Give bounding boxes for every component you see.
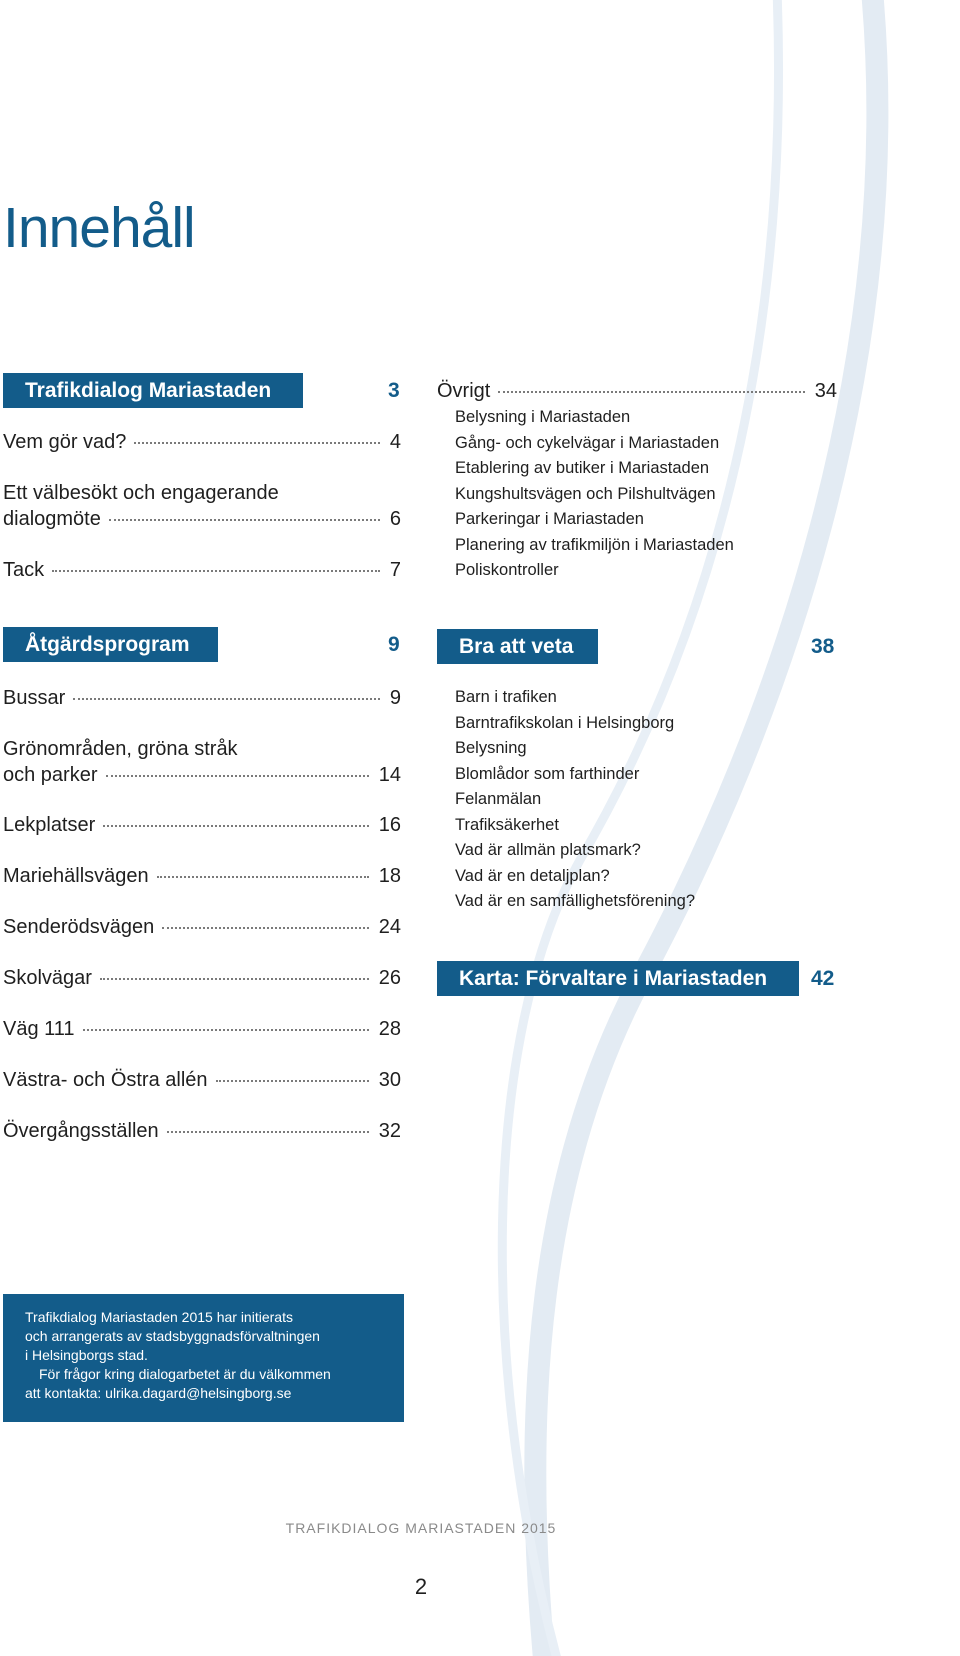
- dot-leader: [167, 1131, 369, 1133]
- info-box: [3, 1294, 404, 1422]
- toc-entry: [3, 914, 401, 940]
- toc-entry: [3, 480, 401, 532]
- toc-entry-page: 26: [378, 967, 401, 989]
- toc-entry-page: 6: [389, 508, 401, 530]
- toc-entry-label-line1: Grönområden, gröna stråk: [3, 738, 238, 760]
- toc-entry-label: Mariehällsvägen: [3, 865, 149, 887]
- list-item: Blomlådor som farthinder: [455, 764, 640, 783]
- list-item: Belysning i Mariastaden: [455, 408, 631, 426]
- section-page-bra-att-veta: 38: [811, 635, 835, 658]
- toc-entry-label: Vem gör vad?: [3, 431, 127, 453]
- dot-leader: [52, 570, 380, 572]
- toc-entry-page: 18: [378, 865, 401, 887]
- toc-entry-label: Västra- och Östra allén: [3, 1069, 208, 1091]
- info-line: att kontakta: ulrika.dagard@helsingborg.se: [25, 1385, 292, 1401]
- toc-entry-page: 14: [378, 764, 401, 786]
- toc-entry-ovrigt: [437, 378, 837, 404]
- list-item: Barntrafikskolan i Helsingborg: [455, 713, 675, 732]
- toc-entry-page: 7: [389, 559, 401, 581]
- toc-entry-page: 34: [814, 380, 837, 402]
- dot-leader: [100, 978, 369, 980]
- dot-leader: [498, 391, 804, 393]
- toc-entry-label-line1: Ett välbesökt och engagerande: [3, 482, 279, 504]
- toc-entry: [3, 863, 401, 889]
- toc-entry-label: Övergångsställen: [3, 1120, 159, 1142]
- info-line: För frågor kring dialogarbetet är du välkommen: [39, 1366, 331, 1382]
- list-item: Belysning: [455, 739, 527, 757]
- ovrigt-sublist: [455, 405, 734, 584]
- toc-entry-label: Senderödsvägen: [3, 916, 155, 938]
- list-item: Planering av trafikmiljön i Mariastaden: [455, 535, 734, 554]
- toc-entry-page: 9: [389, 687, 401, 709]
- dot-leader: [109, 519, 380, 521]
- toc-entry-page: 30: [378, 1069, 401, 1091]
- section-page-trafikdialog: 3: [388, 379, 400, 402]
- dot-leader: [73, 698, 380, 700]
- toc-entry: [3, 557, 401, 583]
- list-item: Felanmälan: [455, 790, 542, 808]
- section-title-trafikdialog: Trafikdialog Mariastaden: [25, 379, 272, 402]
- dot-leader: [103, 825, 368, 827]
- section-page-atgardsprogram: 9: [388, 633, 400, 656]
- toc-entry-label: Lekplatser: [3, 814, 96, 836]
- section-banner-bra-att-veta: [437, 629, 598, 664]
- toc-entry-label: Skolvägar: [3, 967, 92, 989]
- bra-att-veta-list: [455, 685, 695, 915]
- toc-entry: [3, 429, 401, 455]
- list-item: Parkeringar i Mariastaden: [455, 510, 644, 528]
- section-page-karta: 42: [811, 967, 835, 990]
- toc-entry-label: och parker: [3, 764, 98, 786]
- toc-entry: [3, 685, 401, 711]
- list-item: Gång- och cykelvägar i Mariastaden: [455, 433, 720, 452]
- list-item: Vad är en samfällighetsförening?: [455, 892, 696, 910]
- toc-entry-label: dialogmöte: [3, 508, 101, 530]
- section-banner-trafikdialog: [3, 373, 303, 408]
- footer-text: TRAFIKDIALOG MARIASTADEN 2015: [285, 1520, 557, 1536]
- section-banner-karta: [437, 961, 799, 996]
- toc-entry-page: 28: [378, 1018, 401, 1040]
- list-item: Trafiksäkerhet: [455, 815, 559, 834]
- list-item: Etablering av butiker i Mariastaden: [455, 459, 710, 477]
- list-item: Vad är allmän platsmark?: [455, 841, 641, 859]
- toc-entry-page: 32: [378, 1120, 401, 1142]
- dot-leader: [134, 442, 379, 444]
- toc-entry: [3, 1016, 401, 1042]
- section-title-atgardsprogram: Åtgärdsprogram: [25, 633, 190, 656]
- page-title: Innehåll: [3, 196, 195, 260]
- section-title-bra-att-veta: Bra att veta: [459, 635, 574, 658]
- toc-entry: [3, 736, 401, 788]
- info-line: i Helsingborgs stad.: [25, 1347, 148, 1363]
- list-item: Barn i trafiken: [455, 688, 557, 706]
- list-item: Poliskontroller: [455, 561, 559, 579]
- toc-entry: [3, 1067, 401, 1093]
- toc-entry-label: Tack: [3, 559, 45, 581]
- section-banner-atgardsprogram: [3, 627, 218, 662]
- dot-leader: [83, 1029, 369, 1031]
- page-number: 2: [414, 1574, 428, 1599]
- toc-entry-page: 24: [378, 916, 401, 938]
- dot-leader: [162, 927, 369, 929]
- toc-entry: [3, 965, 401, 991]
- toc-entry: [3, 1118, 401, 1144]
- dot-leader: [106, 775, 369, 777]
- toc-entry-label: Övrigt: [437, 380, 491, 402]
- toc-entry: [3, 812, 401, 838]
- dot-leader: [157, 876, 369, 878]
- toc-entry-page: 4: [389, 431, 401, 453]
- list-item: Vad är en detaljplan?: [455, 866, 610, 885]
- toc-entry-label: Väg 111: [3, 1018, 75, 1040]
- info-line: Trafikdialog Mariastaden 2015 har initierats: [25, 1309, 293, 1325]
- toc-entry-page: 16: [378, 814, 401, 836]
- info-line: och arrangerats av stadsbyggnadsförvaltningen: [25, 1328, 320, 1344]
- dot-leader: [216, 1080, 369, 1082]
- list-item: Kungshultsvägen och Pilshultvägen: [455, 484, 716, 503]
- toc-entry-label: Bussar: [3, 687, 66, 709]
- section-title-karta: Karta: Förvaltare i Mariastaden: [459, 967, 768, 990]
